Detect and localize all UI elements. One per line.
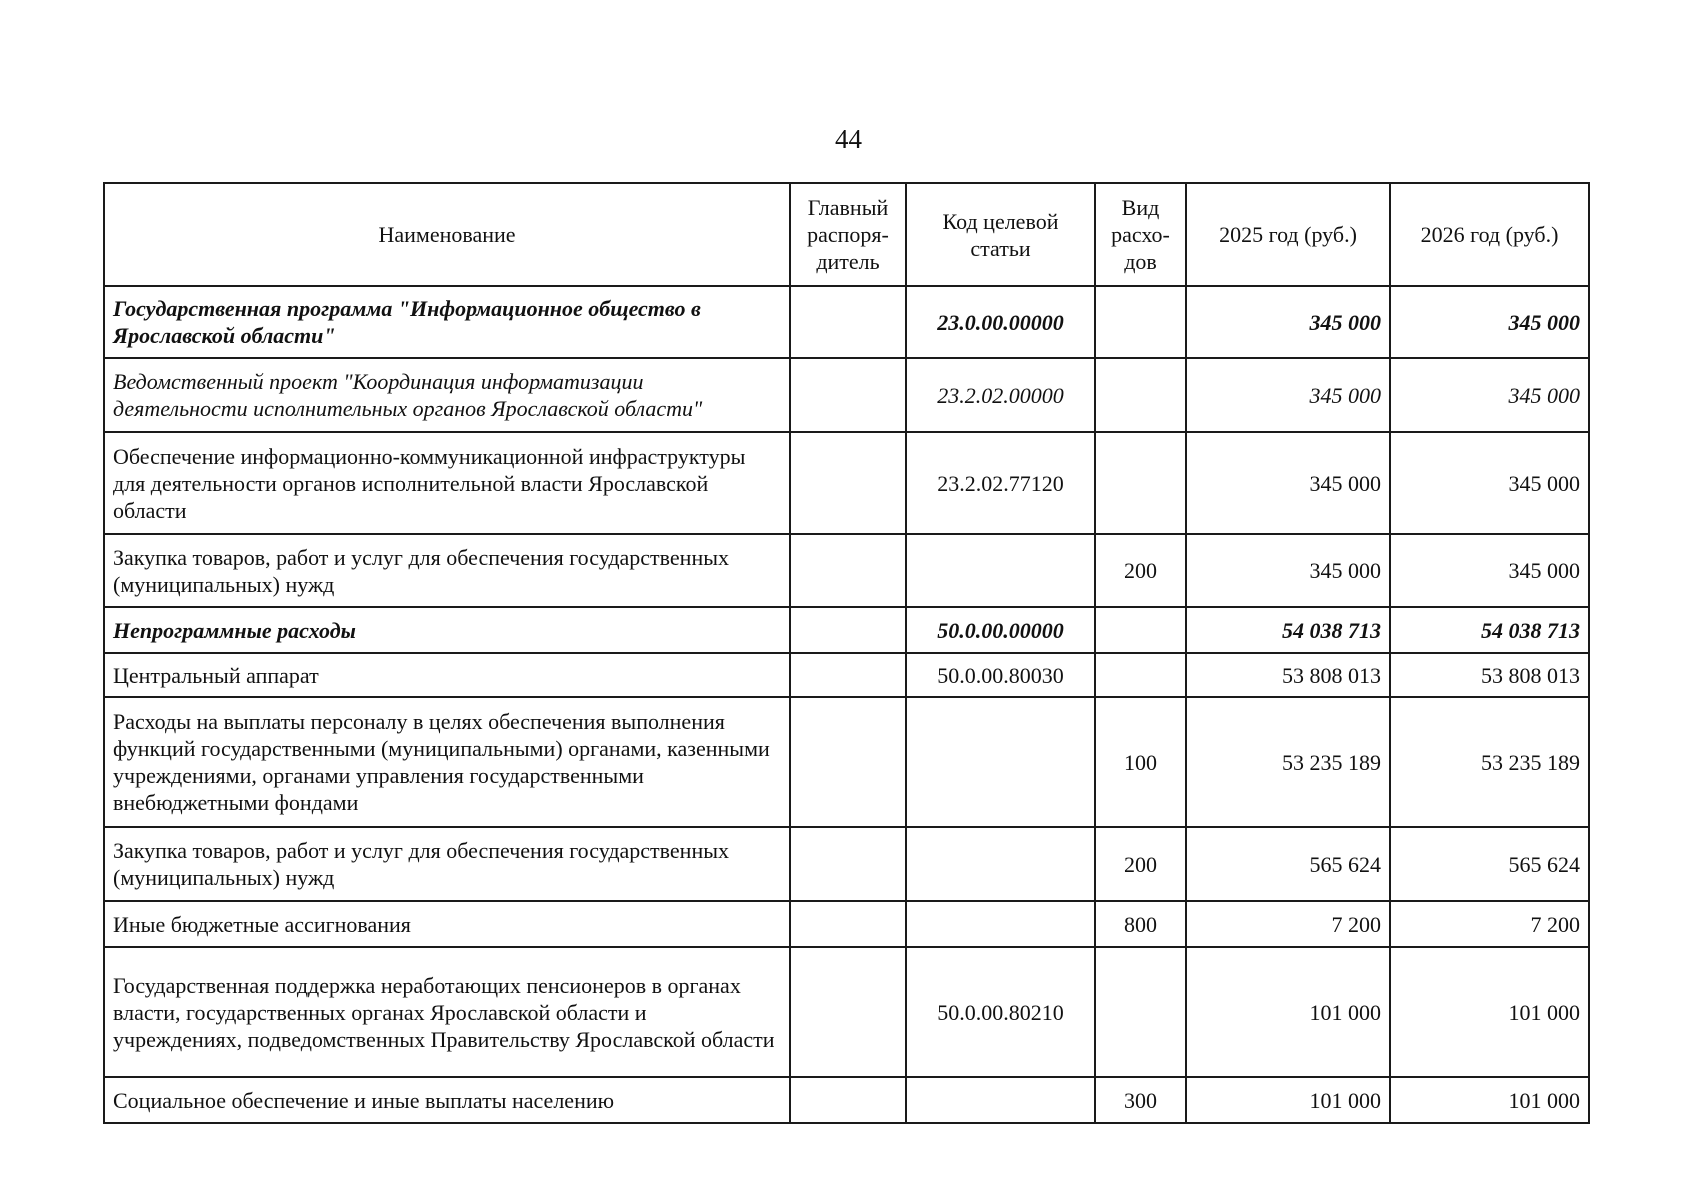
header-type: Вид расхо-дов: [1095, 183, 1186, 286]
row-code: [906, 534, 1095, 607]
header-2025: 2025 год (руб.): [1186, 183, 1390, 286]
row-type: [1095, 286, 1186, 358]
row-2026: 54 038 713: [1390, 607, 1589, 653]
row-2026: 53 235 189: [1390, 697, 1589, 827]
budget-table: [103, 182, 1590, 1124]
header-code: Код целевой статьи: [906, 183, 1095, 286]
table-row: [104, 534, 1589, 607]
row-code: [906, 697, 1095, 827]
row-manager: [790, 358, 906, 432]
row-manager: [790, 901, 906, 947]
row-name: Ведомственный проект "Координация информатизации деятельности исполнительных органов Ярославской области": [104, 358, 790, 432]
row-name: Иные бюджетные ассигнования: [104, 901, 790, 947]
row-type: [1095, 947, 1186, 1077]
row-2026: 345 000: [1390, 358, 1589, 432]
row-2025: 345 000: [1186, 534, 1390, 607]
row-manager: [790, 827, 906, 901]
row-manager: [790, 653, 906, 697]
row-code: [906, 827, 1095, 901]
row-code: 23.2.02.77120: [906, 432, 1095, 534]
row-type: 300: [1095, 1077, 1186, 1123]
row-2025: 101 000: [1186, 947, 1390, 1077]
row-name: Обеспечение информационно-коммуникационной инфраструктуры для деятельности органов исполнительной власти Ярославской области: [104, 432, 790, 534]
row-manager: [790, 534, 906, 607]
row-2026: 101 000: [1390, 1077, 1589, 1123]
table-row: [104, 827, 1589, 901]
row-code: 23.2.02.00000: [906, 358, 1095, 432]
row-name: Центральный аппарат: [104, 653, 790, 697]
row-code: [906, 1077, 1095, 1123]
row-manager: [790, 697, 906, 827]
row-type: 100: [1095, 697, 1186, 827]
row-type: 800: [1095, 901, 1186, 947]
row-name: Социальное обеспечение и иные выплаты населению: [104, 1077, 790, 1123]
row-2025: 53 235 189: [1186, 697, 1390, 827]
table-row: [104, 432, 1589, 534]
table-row: [104, 607, 1589, 653]
row-manager: [790, 947, 906, 1077]
row-2026: 345 000: [1390, 432, 1589, 534]
table-row: [104, 653, 1589, 697]
row-code: 50.0.00.80210: [906, 947, 1095, 1077]
table-row: [104, 1077, 1589, 1123]
row-2025: 53 808 013: [1186, 653, 1390, 697]
row-code: 50.0.00.00000: [906, 607, 1095, 653]
row-name: Государственная программа "Информационное общество в Ярославской области": [104, 286, 790, 358]
row-2025: 101 000: [1186, 1077, 1390, 1123]
row-manager: [790, 432, 906, 534]
row-name: Расходы на выплаты персоналу в целях обеспечения выполнения функций государственными (муниципальными) органами, казенными учреждениями, органами управления государственными внебюджетными фондами: [104, 697, 790, 827]
table-row: [104, 286, 1589, 358]
row-code: 50.0.00.80030: [906, 653, 1095, 697]
row-2026: 7 200: [1390, 901, 1589, 947]
table-row: [104, 901, 1589, 947]
row-2025: 54 038 713: [1186, 607, 1390, 653]
row-name: Непрограммные расходы: [104, 607, 790, 653]
row-2026: 101 000: [1390, 947, 1589, 1077]
row-type: 200: [1095, 827, 1186, 901]
row-manager: [790, 286, 906, 358]
row-name: Государственная поддержка неработающих пенсионеров в органах власти, государственных органах Ярославской области и учреждениях, подведомственных Правительству Ярославской области: [104, 947, 790, 1077]
row-name: Закупка товаров, работ и услуг для обеспечения государственных (муниципальных) нужд: [104, 827, 790, 901]
row-manager: [790, 1077, 906, 1123]
row-2025: 7 200: [1186, 901, 1390, 947]
table-header-row: [104, 183, 1589, 286]
row-name: Закупка товаров, работ и услуг для обеспечения государственных (муниципальных) нужд: [104, 534, 790, 607]
row-2025: 345 000: [1186, 286, 1390, 358]
row-2025: 345 000: [1186, 432, 1390, 534]
row-code: 23.0.00.00000: [906, 286, 1095, 358]
row-type: [1095, 432, 1186, 534]
table-row: [104, 358, 1589, 432]
header-2026: 2026 год (руб.): [1390, 183, 1589, 286]
row-manager: [790, 607, 906, 653]
row-2026: 345 000: [1390, 534, 1589, 607]
table-row: [104, 947, 1589, 1077]
row-type: 200: [1095, 534, 1186, 607]
row-2025: 565 624: [1186, 827, 1390, 901]
row-type: [1095, 607, 1186, 653]
row-type: [1095, 358, 1186, 432]
header-name: Наименование: [104, 183, 790, 286]
row-type: [1095, 653, 1186, 697]
row-2026: 565 624: [1390, 827, 1589, 901]
row-code: [906, 901, 1095, 947]
table-row: [104, 697, 1589, 827]
header-manager: Главный распоря-дитель: [790, 183, 906, 286]
row-2025: 345 000: [1186, 358, 1390, 432]
page-number: 44: [835, 124, 862, 154]
row-2026: 345 000: [1390, 286, 1589, 358]
row-2026: 53 808 013: [1390, 653, 1589, 697]
